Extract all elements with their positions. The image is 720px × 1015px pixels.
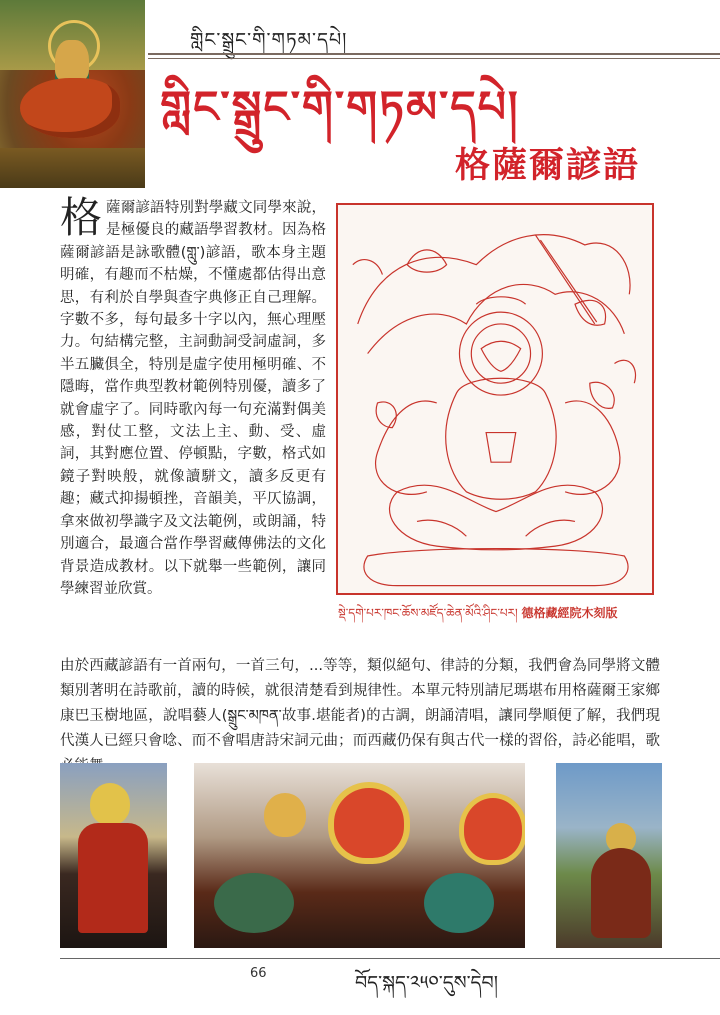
caption-chinese: 德格藏經院木刻版 xyxy=(521,606,618,620)
woodcut-caption xyxy=(338,600,668,634)
photo-cham-dancer-field xyxy=(556,763,662,948)
page-number: 66 xyxy=(250,966,267,981)
footer-rule xyxy=(60,958,720,959)
photo-cham-dancers-masks xyxy=(194,763,525,948)
article-body xyxy=(60,193,326,600)
woodcut-illustration xyxy=(338,205,652,593)
chinese-title: 格薩爾諺語 xyxy=(455,146,641,185)
caption-tibetan: སྡེ་དགེ་པར་ཁང་ཆོས་མཛོད་ཆེན་མོའི་ཤིང་པར། xyxy=(338,606,518,620)
dropcap: 格 xyxy=(60,193,103,242)
article-paragraph-1: 薩爾諺語特別對學藏文同學來說，是極優良的藏語學習教材。因為格薩爾諺語是詠歌體(གླུ་)諺語，歌本身主題明確，有趣而不枯燥，不懂處都估得出意思，有利於自學與查字典修正自己理解。字數不多，每句最多十字以內，無心理壓力。句結構完整，主詞動詞受詞虛詞，多半五臟俱全，特別是虛字使用極明確、不隱晦，當作典型教材範例特別優，讀多了就會虛字了。同時歌內每一句充滿對偶美感，對仗工整，文法上主、動、受、虛詞，其對應位置、停頓點，字數，格式如鏡子對映般，就像讀駢文，讀多反更有趣；藏式抑揚頓挫，音韻美，平仄協調，拿來做初學識字及文法範例，或朗誦，特別適合，最適合當作學習藏傳佛法的文化背景造成教材。以下就舉一些範例，讓同學練習並欣賞。 xyxy=(60,200,326,597)
footer-publication: བོད་སྐད་༢༥༠་དུས་དེབ། xyxy=(355,972,498,994)
photo-cham-dancer-1 xyxy=(60,763,167,948)
header-rule xyxy=(148,53,720,55)
tibetan-title: གླིང་སྒྲུང་གི་གཏམ་དཔེ། xyxy=(160,82,520,133)
gesar-painting xyxy=(0,0,145,188)
article-paragraph-2: 由於西藏諺語有一首兩句，一首三句，...等等，類似絕句、律詩的分類，我們會為同學將文體類別著明在詩歌前，讀的時候，就很清楚看到規律性。本單元特別請尼瑪堪布用格薩爾王家鄉康巴玉樹地區，說唱藝人(སྒྲུང་མཁན་故事.堪能者)的古調，朗誦清唱，讓同學順便了解，我們現代漢人已經只會唸、而不會唱唐詩宋詞元曲；而西藏仍保有與古代一樣的習俗，詩必能唱，歌 xyxy=(60,658,660,749)
running-header: གླིང་སྒྲུང་གི་གཏམ་དཔེ། xyxy=(190,29,348,51)
woodcut-print xyxy=(336,203,654,595)
